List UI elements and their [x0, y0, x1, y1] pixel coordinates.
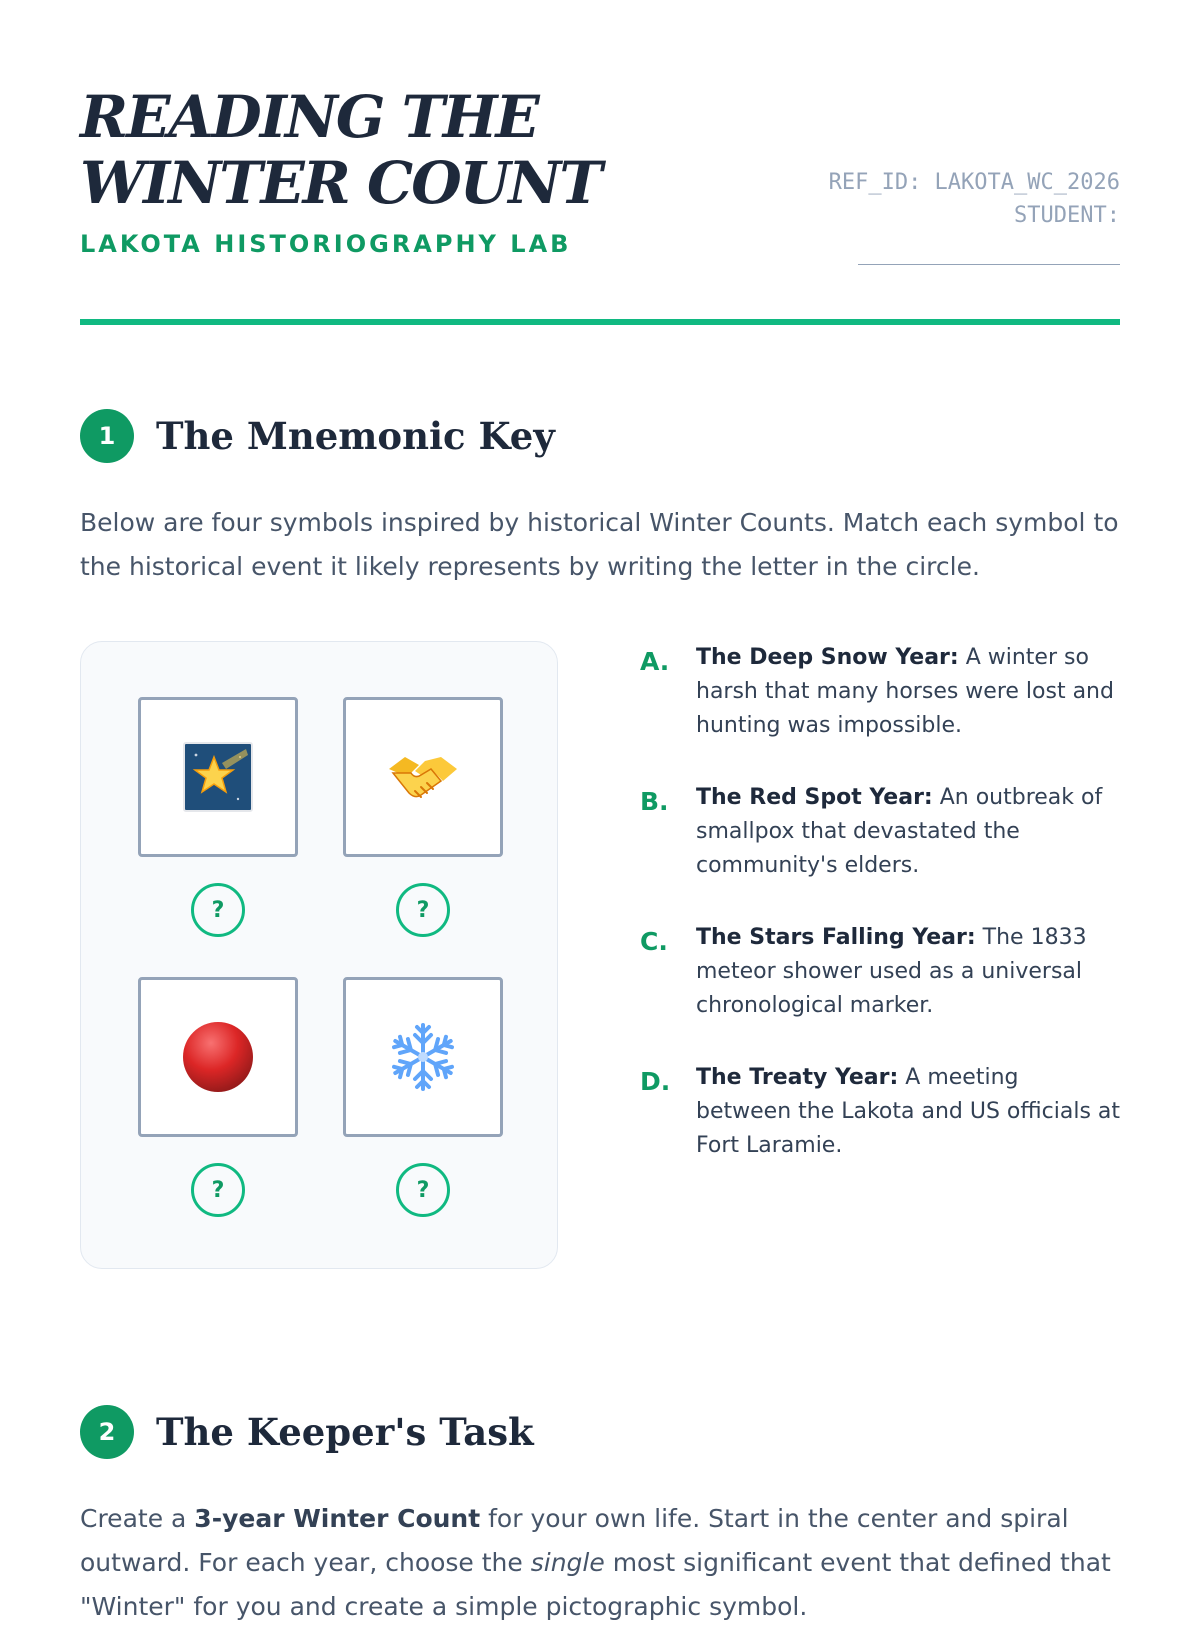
symbol-card	[138, 697, 298, 937]
section-2-instructions: Create a 3-year Winter Count for your own life. Start in the center and spiral outward. For each year, choose the single most significant event that defined that "Winter" for you and create a simple pictographic symbol.	[80, 1504, 1111, 1621]
student-label: STUDENT:	[1014, 203, 1120, 228]
symbol-panel	[80, 641, 558, 1269]
snowflake-icon	[386, 1020, 460, 1094]
section-2-heading	[80, 1405, 534, 1459]
symbol-card	[138, 977, 298, 1217]
symbol-box	[138, 697, 298, 857]
document-meta	[760, 166, 1120, 265]
section-1-number-badge: 1	[80, 409, 134, 463]
section-1-title: The Mnemonic Key	[156, 414, 555, 458]
answer-circle[interactable]: ?	[191, 1163, 245, 1217]
answer-circle[interactable]: ?	[191, 883, 245, 937]
student-name-blank[interactable]	[858, 238, 1120, 265]
section-1-heading	[80, 409, 555, 463]
symbol-card	[343, 697, 503, 937]
symbol-box	[138, 977, 298, 1137]
section-1-instructions: Below are four symbols inspired by historical Winter Counts. Match each symbol to the historical event it likely represents by writing the letter in the circle.	[80, 508, 1119, 581]
event-description: A winter so harsh that many horses were lost and hunting was impossible.	[696, 645, 1114, 738]
shooting-star-icon	[182, 741, 254, 813]
event-item-a	[640, 641, 1120, 743]
emphasis-winter-count: 3-year Winter Count	[194, 1504, 481, 1533]
answer-circle[interactable]: ?	[396, 1163, 450, 1217]
page-title: READING THE WINTER COUNT	[80, 83, 601, 217]
emphasis-single: single	[530, 1548, 605, 1577]
reference-id: REF_ID: LAKOTA_WC_2026	[828, 170, 1120, 195]
red-circle-icon	[181, 1020, 255, 1094]
event-letter: D.	[640, 1067, 671, 1096]
handshake-icon	[385, 747, 461, 807]
event-item-c	[640, 921, 1120, 1023]
event-description: A meeting between the Lakota and US officials at Fort Laramie.	[696, 1065, 1121, 1158]
symbol-card	[343, 977, 503, 1217]
event-description: An outbreak of smallpox that devastated the community's elders.	[696, 785, 1103, 878]
section-2-title: The Keeper's Task	[156, 1410, 534, 1454]
page-subtitle: LAKOTA HISTORIOGRAPHY LAB	[80, 230, 572, 258]
event-name: The Stars Falling Year:	[696, 925, 976, 950]
event-letter: A.	[640, 647, 670, 676]
event-item-b	[640, 781, 1120, 883]
symbol-box	[343, 977, 503, 1137]
section-2-number-badge: 2	[80, 1405, 134, 1459]
event-name: The Treaty Year:	[696, 1065, 899, 1090]
header-divider	[80, 319, 1120, 325]
event-letter: C.	[640, 927, 668, 956]
event-name: The Red Spot Year:	[696, 785, 933, 810]
symbol-box	[343, 697, 503, 857]
event-item-d	[640, 1061, 1120, 1163]
event-description: The 1833 meteor shower used as a universal chronological marker.	[696, 925, 1087, 1018]
answer-circle[interactable]: ?	[396, 883, 450, 937]
event-letter: B.	[640, 787, 669, 816]
event-name: The Deep Snow Year:	[696, 645, 959, 670]
